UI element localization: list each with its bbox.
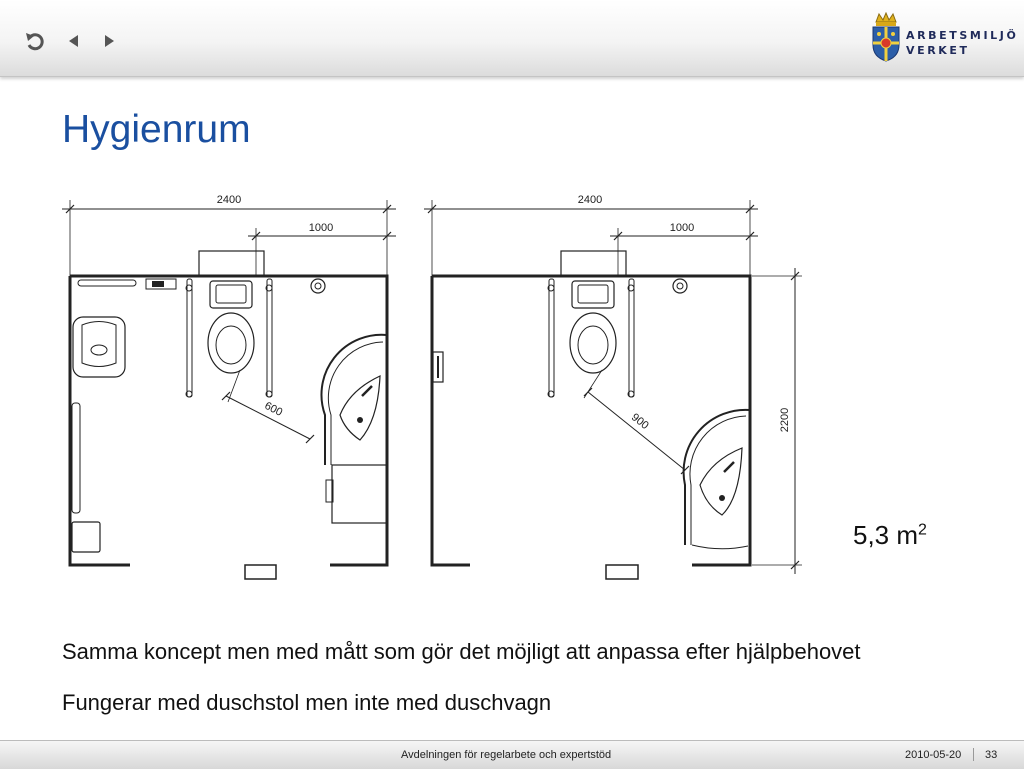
left-clearance-label: 600 xyxy=(262,399,285,419)
logo-line-2: VERKET xyxy=(906,44,970,57)
area-value: 5,3 m xyxy=(853,520,919,550)
top-toolbar xyxy=(0,0,1024,77)
footer-date: 2010-05-20 xyxy=(905,749,962,761)
footer-bar xyxy=(0,740,1024,769)
left-width-label: 2400 xyxy=(216,194,242,206)
return-icon[interactable] xyxy=(22,28,48,54)
page-number: 33 xyxy=(985,749,998,761)
arbetsmiljoverket-logo[interactable] xyxy=(868,12,1019,64)
footer-separator xyxy=(973,748,974,761)
area-label xyxy=(853,520,927,551)
right-floor-plan xyxy=(424,200,802,579)
logo-line-1: ARBETSMILJÖ xyxy=(906,29,1019,42)
floor-plan-diagram xyxy=(0,180,820,590)
next-icon[interactable] xyxy=(96,28,122,54)
right-clearance-label: 900 xyxy=(628,411,651,433)
previous-icon[interactable] xyxy=(62,28,88,54)
slide-title: Hygienrum xyxy=(62,108,251,151)
area-exponent: 2 xyxy=(918,521,927,539)
left-offset-label: 1000 xyxy=(308,222,334,234)
caption-line-1: Samma koncept men med mått som gör det möjligt att anpassa efter hjälpbehovet xyxy=(62,639,861,664)
right-width-label: 2400 xyxy=(577,194,603,206)
caption-line-2: Fungerar med duschstol men inte med duschvagn xyxy=(62,690,552,715)
left-floor-plan xyxy=(62,200,396,579)
coat-of-arms-icon xyxy=(868,12,904,62)
right-depth-label: 2200 xyxy=(779,407,791,433)
right-offset-label: 1000 xyxy=(669,222,695,234)
footer-department: Avdelningen för regelarbete och expertstöd xyxy=(401,749,612,761)
